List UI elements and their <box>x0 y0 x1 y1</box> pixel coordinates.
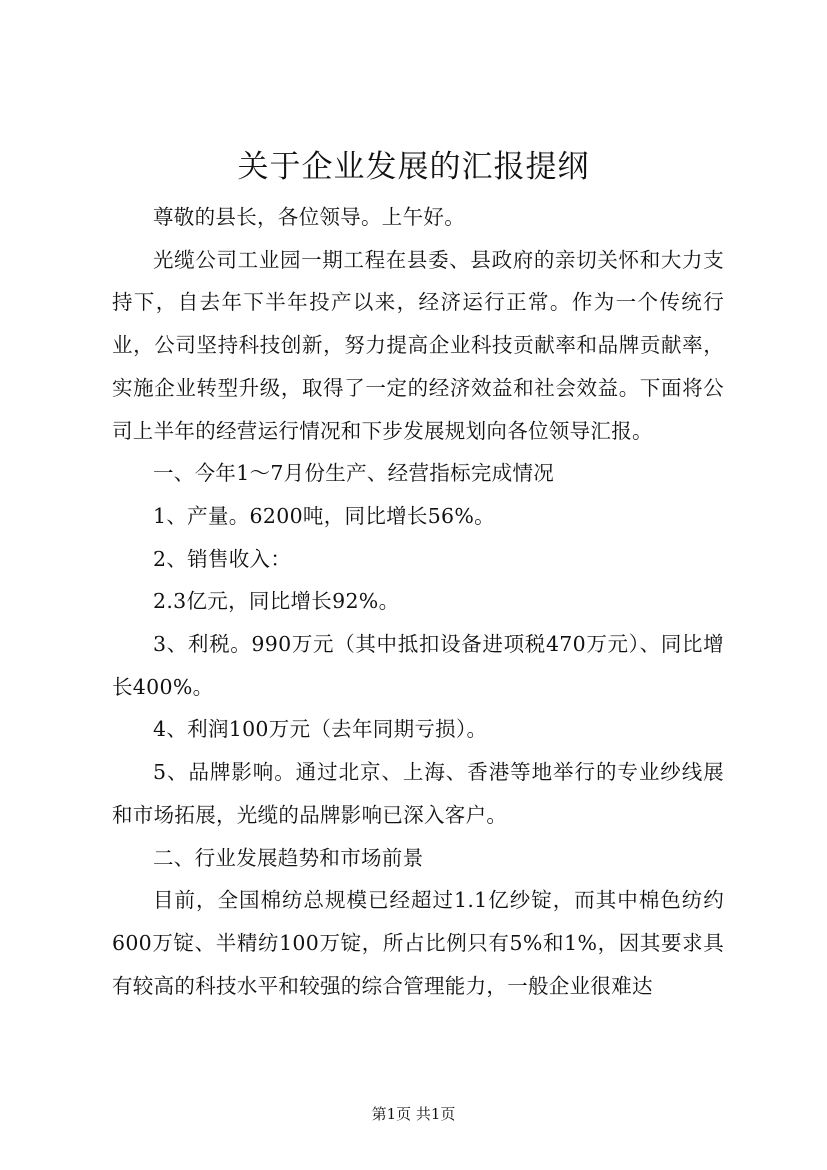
paragraph-brand: 5、品牌影响。通过北京、上海、香港等地举行的专业纱线展和市场拓展，光缆的品牌影响已深入客户。 <box>112 760 724 827</box>
document-title: 关于企业发展的汇报提纲 <box>237 149 590 185</box>
paragraph-greeting: 尊敬的县长，各位领导。上午好。 <box>153 205 465 229</box>
paragraph-tax: 3、利税。990万元（其中抵扣设备进项税470万元）、同比增长400%。 <box>112 632 724 699</box>
section-heading-2: 二、行业发展趋势和市场前景 <box>153 845 424 870</box>
paragraph-sales-value: 2.3亿元，同比增长92%。 <box>153 589 400 614</box>
paragraph-output: 1、产量。6200吨，同比增长56%。 <box>153 503 495 528</box>
paragraph-profit: 4、利润100万元（去年同期亏损）。 <box>153 717 488 742</box>
paragraph-industry: 目前，全国棉纺总规模已经超过1.1亿纱锭，而其中棉色纺约600万锭、半精纺100万锭，所占比例只有5%和1%，因其要求具有较高的科技水平和较强的综合管理能力，一般企业很难达 <box>112 888 724 998</box>
paragraph-intro: 光缆公司工业园一期工程在县委、县政府的亲切关怀和大力支持下，自去年下半年投产以来，经济运行正常。作为一个传统行业，公司坚持科技创新，努力提高企业科技贡献率和品牌贡献率，实施企业转型升级，取得了一定的经济效益和社会效益。下面将公司上半年的经营运行情况和下步发展规划向各位领导汇报。 <box>112 247 724 443</box>
page-footer: 第1页 共1页 <box>371 1105 456 1123</box>
section-heading-1: 一、今年1～7月份生产、经营指标完成情况 <box>153 461 555 486</box>
document-body <box>112 196 724 1007</box>
paragraph-sales-label: 2、销售收入： <box>153 546 292 571</box>
